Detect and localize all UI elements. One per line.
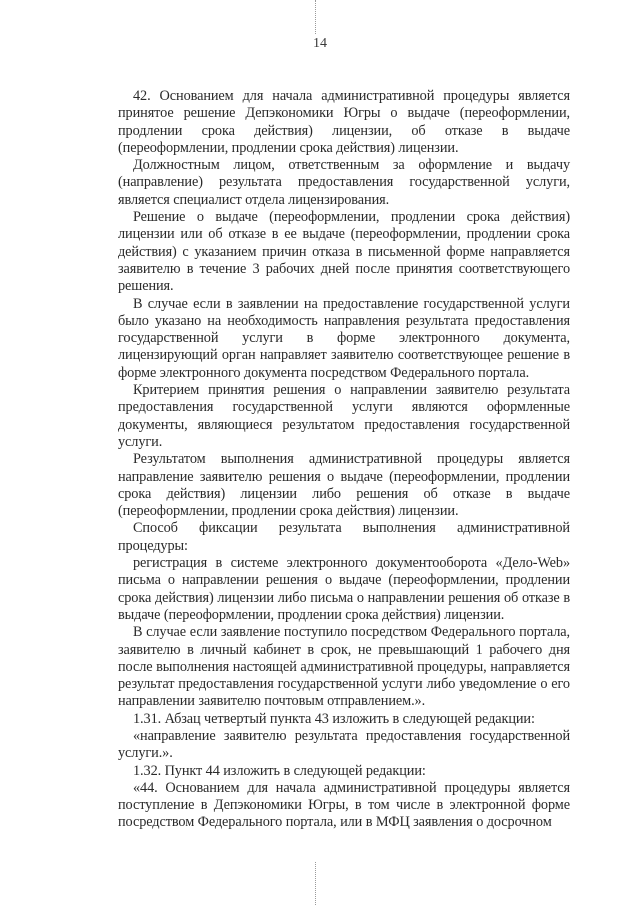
paragraph-registration: регистрация в системе электронного документооборота «Дело-Web» письма о направлении решения о выдаче (переоформлении, продлении срока действия) лицензии либо письма о направлении решения об отказе в выдаче (переоформлении, продлении срока действия) лицензии. [118, 555, 570, 623]
paragraph-fixation-method: Способ фиксации результата выполнения административной процедуры: [118, 520, 570, 554]
binding-mark-top [315, 0, 316, 34]
paragraph-44: «44. Основанием для начала административной процедуры является поступление в Депэкономики Югры, в том числе в электронной форме посредством Федерального портала, или в МФЦ заявления о досрочном [118, 779, 570, 831]
paragraph-1-32: 1.32. Пункт 44 изложить в следующей редакции: [133, 762, 426, 779]
paragraph-1-31: 1.31. Абзац четвертый пункта 43 изложить в следующей редакции: [133, 710, 535, 727]
document-body [118, 88, 570, 832]
paragraph-decision-criterion: Критерием принятия решения о направлении заявителю результата предоставления государственной услуги являются оформленные документы, являющиеся результатом предоставления государственной услуги. [118, 382, 570, 450]
paragraph-procedure-result: Результатом выполнения административной процедуры является направление заявителю решения о выдаче (переоформлении, продлении срока действия) лицензии либо решения об отказе в выдаче (переоформлении, продлении срока действия) лицензии. [118, 451, 570, 520]
binding-mark-bottom [315, 862, 316, 905]
paragraph-decision-sent: Решение о выдаче (переоформлении, продлении срока действия) лицензии или об отказе в ее выдаче (переоформлении, продлении срока действия) с указанием причин отказа в письменной форме направляется заявителю в течение 3 рабочих дней после принятия соответствующего решения. [118, 209, 570, 295]
paragraph-42-basis: 42. Основанием для начала административной процедуры является принятое решение Депэкономики Югры о выдаче (переоформлении, продлении срока действия) лицензии, об отказе в выдаче (переоформлении, продлении срока действия) лицензии. [118, 88, 570, 156]
paragraph-1-31-text: «направление заявителю результата предоставления государственной услуги.». [118, 727, 570, 762]
paragraph-electronic-result: В случае если в заявлении на предоставление государственной услуги было указано на необходимость направления результата предоставления государственной услуги в форме электронного документа, лицензирующий орган направляет заявителю соответствующее решение в форме электронного документа посредством Федерального портала. [118, 295, 570, 381]
page-number: 14 [313, 36, 327, 51]
paragraph-responsible-official: Должностным лицом, ответственным за оформление и выдачу (направление) результата предоставления государственной услуги, является специалист отдела лицензирования. [118, 157, 570, 208]
paragraph-federal-portal: В случае если заявление поступило посредством Федерального портала, заявителю в личный кабинет в срок, не превышающий 1 рабочего дня после выполнения настоящей административной процедуры, направляется результат предоставления государственной услуги либо уведомление о его направлении заявителю почтовым отправлением.». [118, 624, 570, 710]
